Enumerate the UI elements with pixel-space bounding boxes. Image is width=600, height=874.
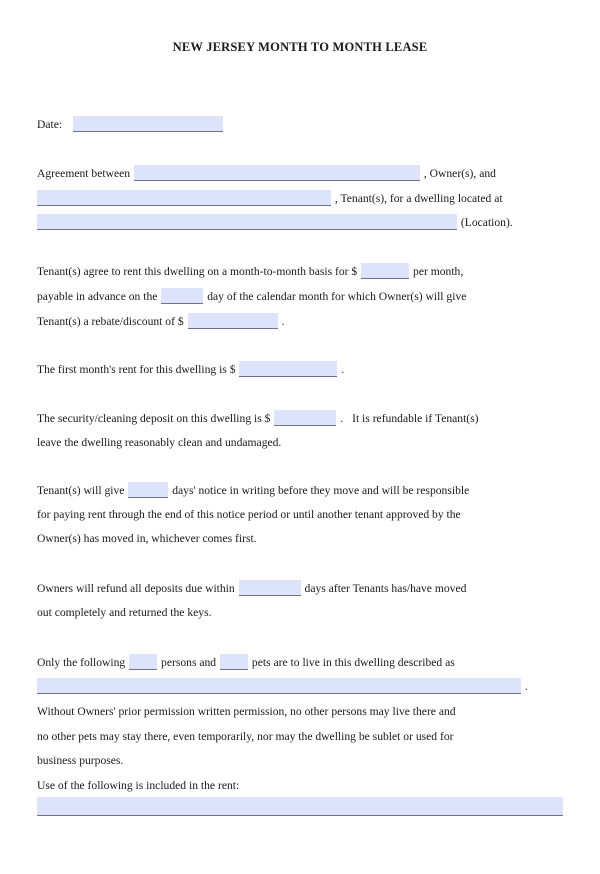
only-text-3: pets are to live in this dwelling described as — [251, 656, 455, 669]
notice-days-field[interactable] — [128, 482, 168, 498]
only-text-2: persons and — [161, 656, 217, 669]
rent-text-1: Tenant(s) agree to rent this dwelling on a month-to-month basis for $ — [37, 265, 358, 278]
deposit-field[interactable] — [274, 410, 336, 426]
refund-text-2: days after Tenants has/have moved — [304, 582, 467, 595]
without-line — [37, 704, 456, 720]
without-line-2 — [37, 729, 454, 745]
occupants-period: . — [524, 680, 528, 693]
included-items-line — [37, 797, 564, 817]
deposit-line — [37, 410, 479, 427]
without-text-1: Without Owners' prior permission written permission, no other persons may live there and — [37, 705, 456, 718]
first-month-text: The first month's rent for this dwelling is $ — [37, 363, 236, 376]
refund-text-3: out completely and returned the keys. — [37, 606, 212, 619]
without-text-2: no other pets may stay there, even temporarily, nor may the dwelling be sublet or used for — [37, 730, 454, 743]
location-field[interactable] — [37, 214, 457, 230]
deposit-period: . — [340, 412, 344, 425]
notice-text-2: days' notice in writing before they move and will be responsible — [172, 484, 470, 497]
notice-text-1: Tenant(s) will give — [37, 484, 125, 497]
date-field[interactable] — [73, 116, 223, 132]
refund-line-2 — [37, 605, 212, 621]
notice-line-2 — [37, 507, 461, 523]
first-month-rent-field[interactable] — [239, 361, 337, 377]
without-text-3: business purposes. — [37, 754, 124, 767]
notice-text-3: for paying rent through the end of this notice period or until another tenant approved by the — [37, 508, 461, 521]
persons-count-field[interactable] — [129, 654, 157, 670]
payment-day-field[interactable] — [161, 288, 203, 304]
without-line-3 — [37, 753, 123, 769]
pets-count-field[interactable] — [220, 654, 248, 670]
rebate-period: . — [281, 315, 285, 328]
notice-line-3 — [37, 531, 257, 547]
date-label: Date: — [37, 118, 63, 131]
tenant-name-field[interactable] — [37, 190, 331, 206]
rebate-field[interactable] — [188, 313, 278, 329]
location-text: (Location). — [460, 216, 513, 229]
payable-text-1: payable in advance on the — [37, 290, 158, 303]
notice-line — [37, 482, 469, 499]
owner-name-field[interactable] — [134, 165, 420, 181]
payable-text-2: day of the calendar month for which Owner(s) will give — [207, 290, 467, 303]
occupants-line — [37, 654, 455, 671]
rebate-line — [37, 313, 284, 330]
refund-days-field[interactable] — [239, 580, 301, 596]
agreement-between-text: Agreement between — [37, 167, 131, 180]
refund-line — [37, 580, 466, 597]
only-text-1: Only the following — [37, 656, 126, 669]
date-line — [37, 116, 224, 133]
occupants-description-field[interactable] — [37, 678, 521, 694]
deposit-text-1: The security/cleaning deposit on this dwelling is $ — [37, 412, 271, 425]
monthly-rent-field[interactable] — [361, 263, 409, 279]
refund-text-1: Owners will refund all deposits due within — [37, 582, 235, 595]
occupants-description-line — [37, 678, 528, 695]
payable-line — [37, 288, 466, 305]
tenants-dwelling-text: , Tenant(s), for a dwelling located at — [334, 192, 503, 205]
deposit-text-3: leave the dwelling reasonably clean and undamaged. — [37, 436, 282, 449]
use-line — [37, 778, 239, 794]
rent-line — [37, 263, 463, 280]
agreement-line — [37, 165, 496, 182]
first-month-period: . — [341, 363, 345, 376]
notice-text-4: Owner(s) has moved in, whichever comes first. — [37, 532, 257, 545]
use-following-text: Use of the following is included in the rent: — [37, 779, 240, 792]
owners-and-text: , Owner(s), and — [423, 167, 496, 180]
rebate-text: Tenant(s) a rebate/discount of $ — [37, 315, 184, 328]
included-items-field[interactable] — [37, 797, 563, 816]
document-title: NEW JERSEY MONTH TO MONTH LEASE — [172, 40, 428, 54]
first-month-line — [37, 361, 344, 378]
rent-text-2: per month, — [413, 265, 464, 278]
tenant-line — [37, 190, 503, 207]
location-line — [37, 214, 513, 231]
deposit-text-2: It is refundable if Tenant(s) — [352, 412, 479, 425]
deposit-line-2 — [37, 435, 281, 451]
